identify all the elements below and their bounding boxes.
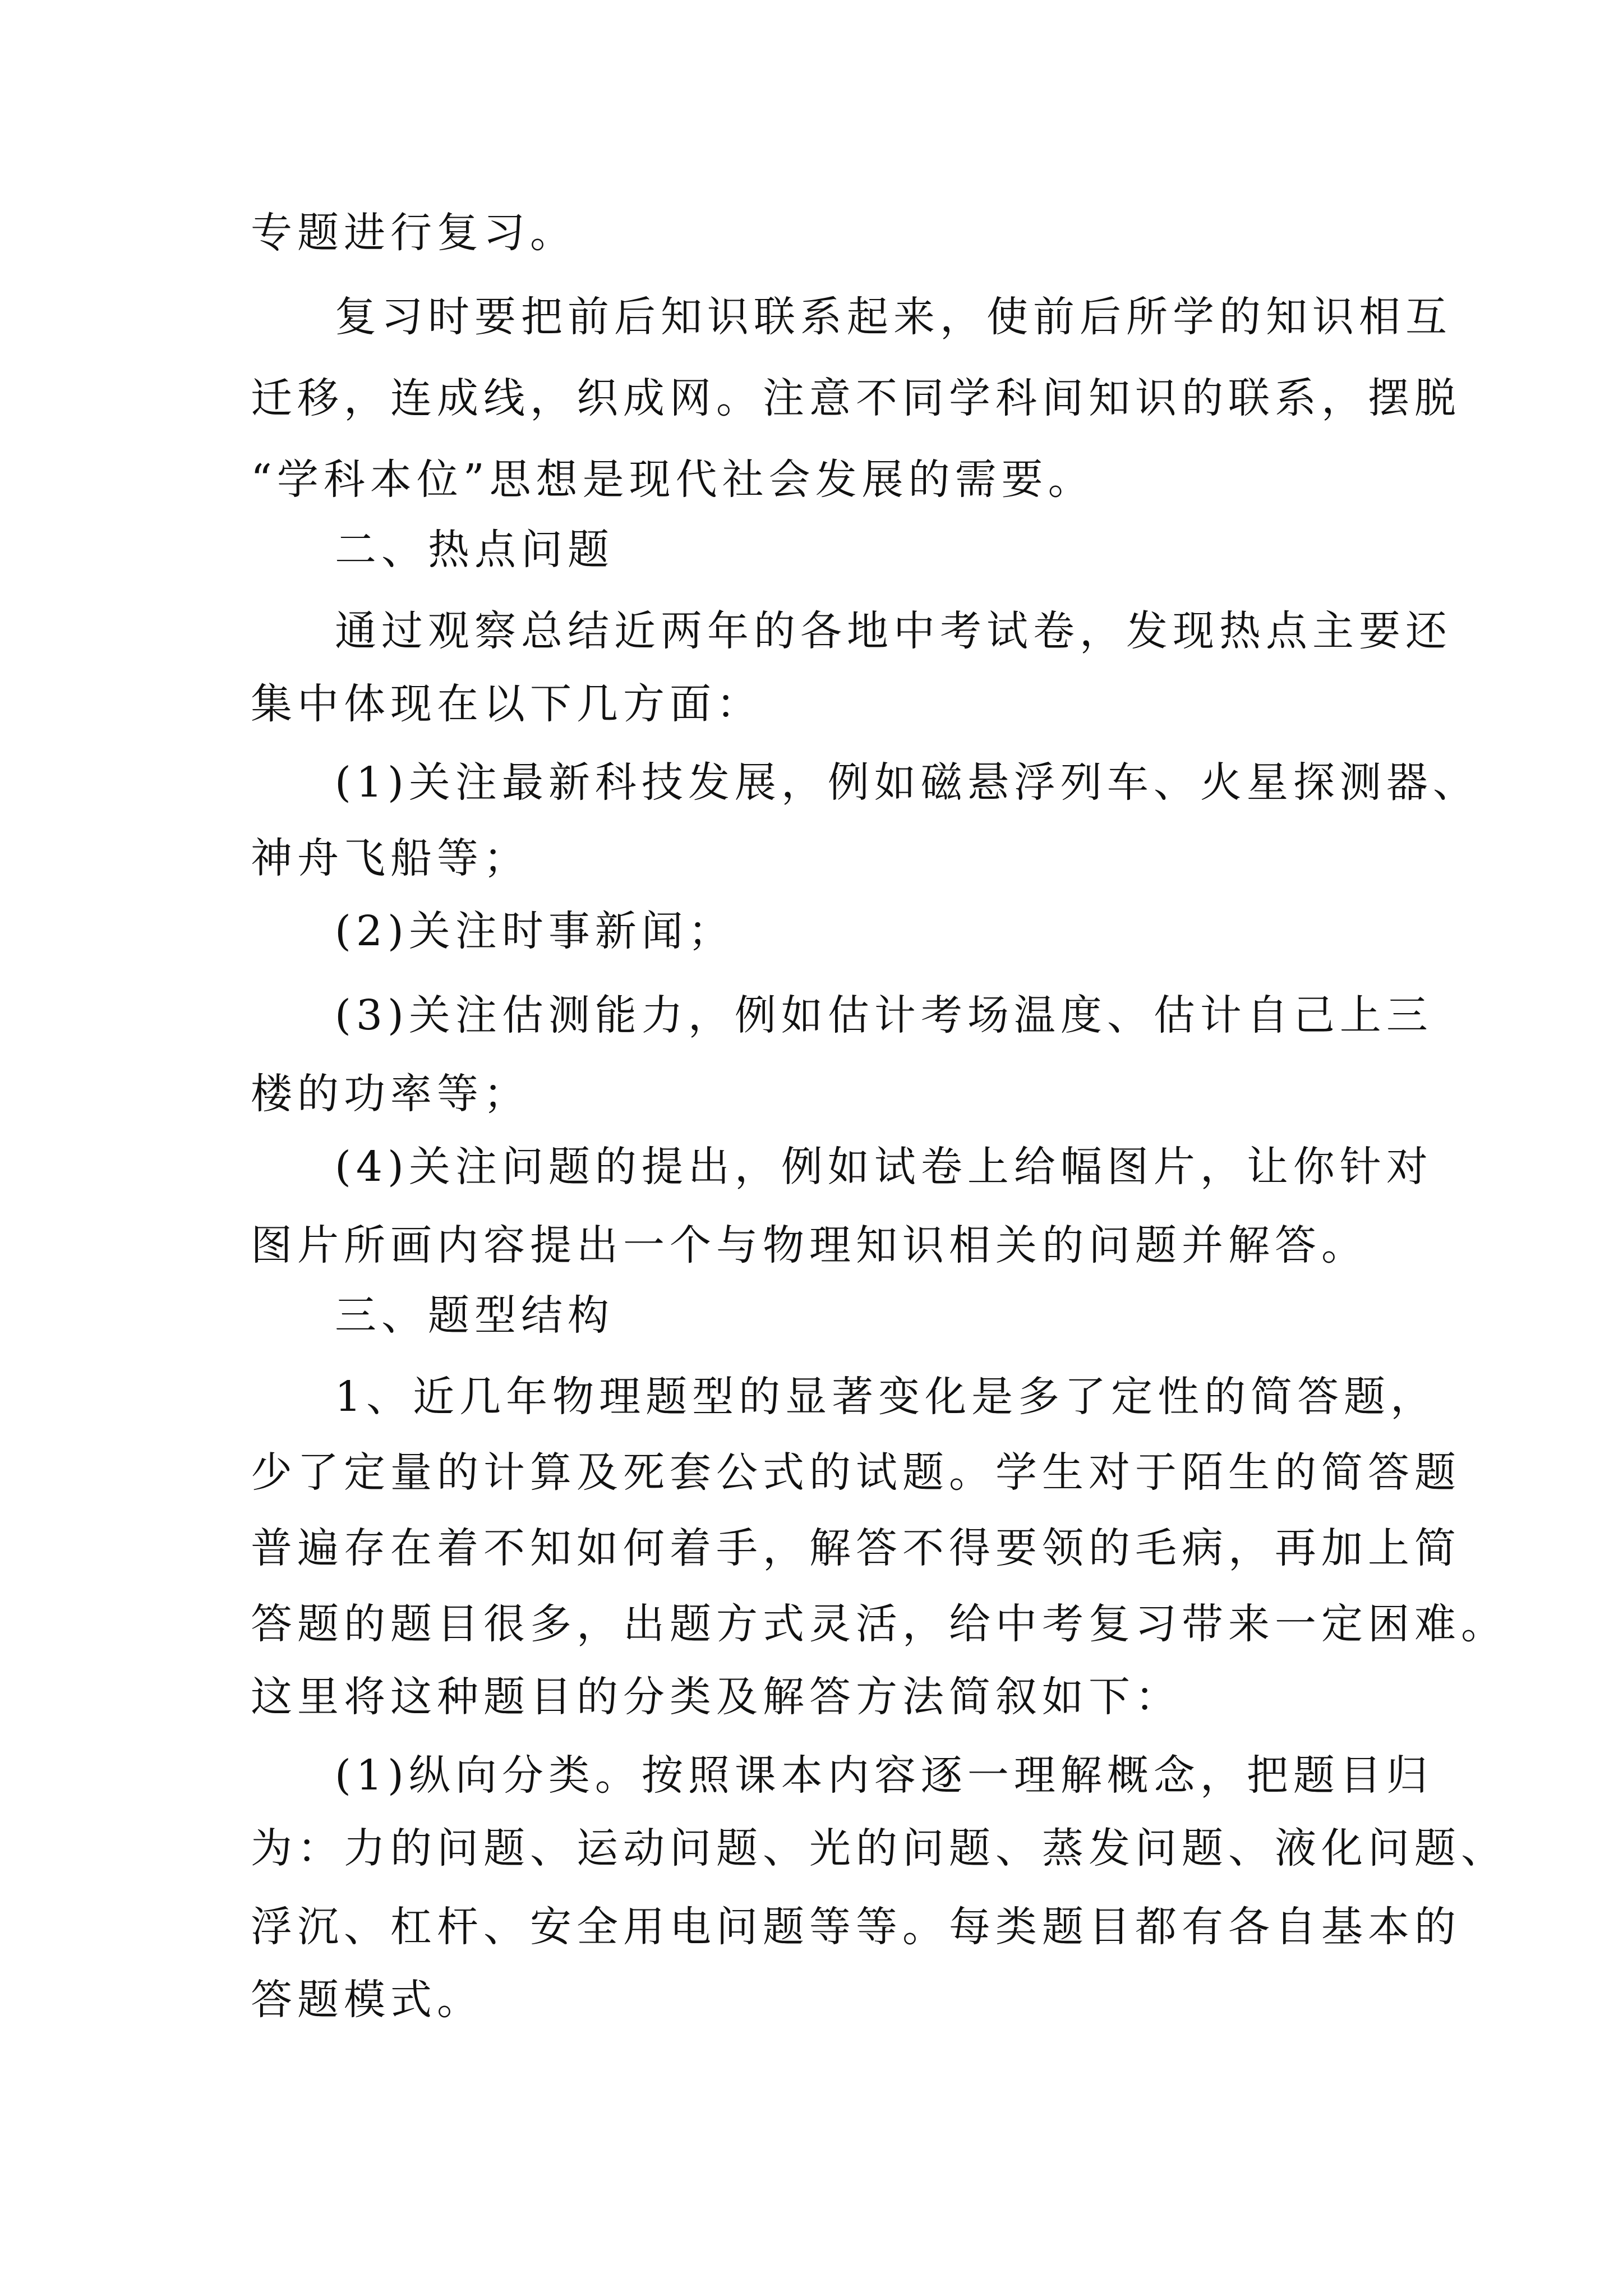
text-line: 浮沉、杠杆、安全用电问题等等。每类题目都有各自基本的	[251, 1903, 1461, 1951]
text-line: 迁移，连成线，织成网。注意不同学科间知识的联系，摆脱	[251, 374, 1461, 422]
text-line: 专题进行复习。	[251, 209, 577, 257]
text-line: 普遍存在着不知如何着手，解答不得要领的毛病，再加上简	[251, 1524, 1461, 1572]
section-heading: 三、题型结构	[335, 1291, 614, 1340]
list-item: (4)关注问题的提出，例如试卷上给幅图片，让你针对	[335, 1143, 1433, 1191]
text-line: 1、近几年物理题型的显著变化是多了定性的简答题，	[335, 1373, 1437, 1421]
text-line: 通过观察总结近两年的各地中考试卷，发现热点主要还	[335, 607, 1452, 655]
text-line: “学科本位”思想是现代社会发展的需要。	[251, 455, 1095, 504]
list-item: (2)关注时事新闻；	[335, 907, 735, 955]
text-line: 复习时要把前后知识联系起来，使前后所学的知识相互	[335, 293, 1452, 341]
text-line: 少了定量的计算及死套公式的试题。学生对于陌生的简答题	[251, 1448, 1461, 1497]
list-item: (1)纵向分类。按照课本内容逐一理解概念，把题目归	[335, 1751, 1433, 1800]
text-line: 答题的题目很多，出题方式灵活，给中考复习带来一定困难。	[251, 1600, 1507, 1648]
section-heading: 二、热点问题	[335, 526, 614, 574]
list-item: (1)关注最新科技发展，例如磁悬浮列车、火星探测器、	[335, 758, 1479, 807]
text-line: 楼的功率等；	[251, 1070, 530, 1118]
list-item: (3)关注估测能力，例如估计考场温度、估计自己上三	[335, 991, 1433, 1039]
text-line: 图片所画内容提出一个与物理知识相关的问题并解答。	[251, 1221, 1368, 1269]
text-line: 为：力的问题、运动问题、光的问题、蒸发问题、液化问题、	[251, 1824, 1507, 1872]
text-line: 这里将这种题目的分类及解答方法简叙如下：	[251, 1673, 1182, 1721]
text-line: 神舟飞船等；	[251, 834, 530, 882]
text-line: 集中体现在以下几方面：	[251, 680, 763, 728]
text-line: 答题模式。	[251, 1976, 483, 2024]
